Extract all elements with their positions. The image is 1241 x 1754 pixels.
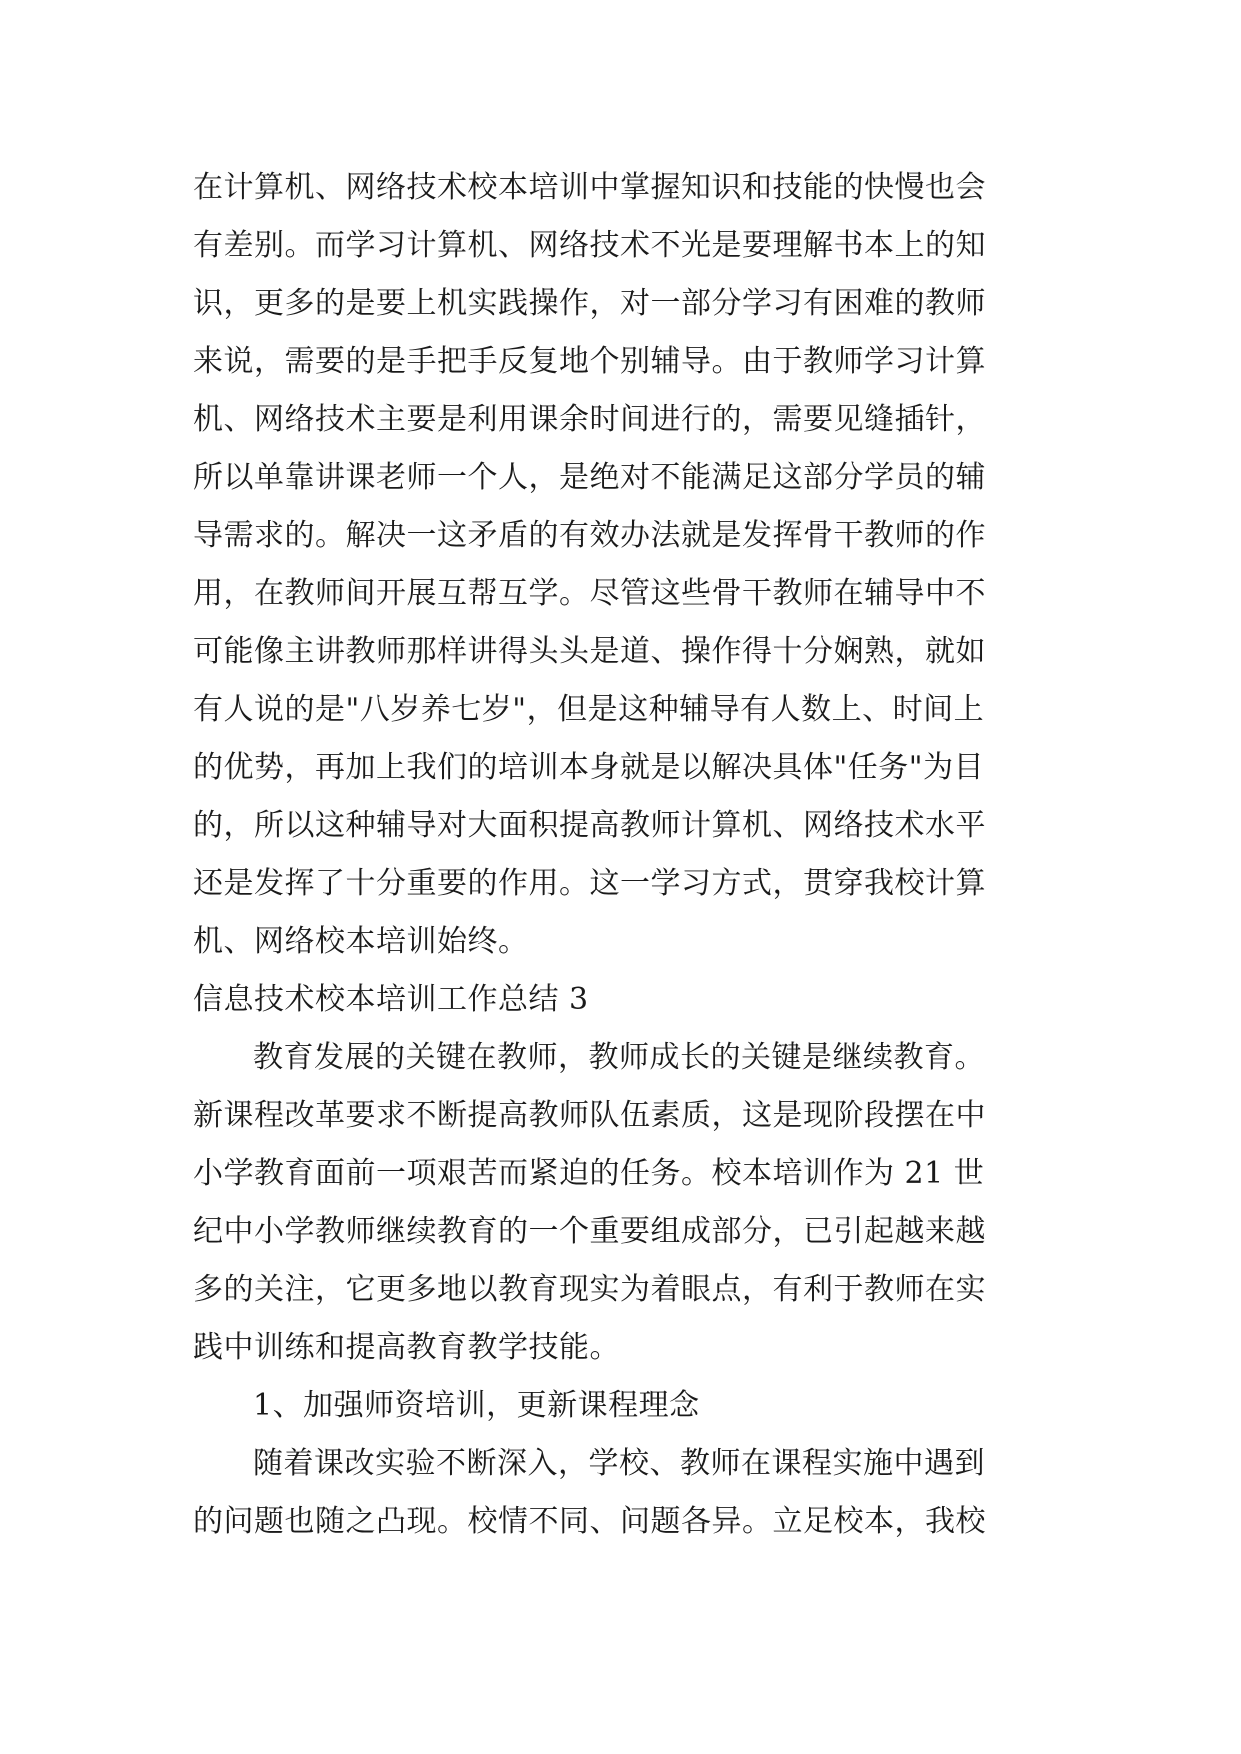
- paragraph-line: 所以单靠讲课老师一个人，是绝对不能满足这部分学员的辅: [193, 460, 986, 495]
- paragraph-line: 可能像主讲教师那样讲得头头是道、操作得十分娴熟，就如: [193, 634, 986, 669]
- paragraph-line: 多的关注，它更多地以教育现实为着眼点，有利于教师在实: [193, 1272, 986, 1307]
- paragraph-line: 用，在教师间开展互帮互学。尽管这些骨干教师在辅导中不: [193, 576, 986, 611]
- paragraph-line: 纪中小学教师继续教育的一个重要组成部分，已引起越来越: [193, 1214, 986, 1249]
- paragraph-line: 在计算机、网络技术校本培训中掌握知识和技能的快慢也会: [193, 170, 986, 205]
- paragraph-line: 还是发挥了十分重要的作用。这一学习方式，贯穿我校计算: [193, 866, 986, 901]
- paragraph-line: 机、网络技术主要是利用课余时间进行的，需要见缝插针，: [193, 402, 986, 437]
- paragraph-line: 识，更多的是要上机实践操作，对一部分学习有困难的教师: [193, 286, 986, 321]
- section-title: 信息技术校本培训工作总结 3: [193, 982, 589, 1017]
- paragraph-line: 机、网络校本培训始终。: [193, 924, 529, 959]
- paragraph-line: 践中训练和提高教育教学技能。: [193, 1330, 620, 1365]
- paragraph-line: 的，所以这种辅导对大面积提高教师计算机、网络技术水平: [193, 808, 986, 843]
- paragraph-line: 小学教育面前一项艰苦而紧迫的任务。校本培训作为 21 世: [193, 1156, 985, 1191]
- paragraph-line: 新课程改革要求不断提高教师队伍素质，这是现阶段摆在中: [193, 1098, 986, 1133]
- paragraph-line: 有人说的是"八岁养七岁"，但是这种辅导有人数上、时间上: [193, 692, 985, 727]
- paragraph-line: 导需求的。解决一这矛盾的有效办法就是发挥骨干教师的作: [193, 518, 986, 553]
- subsection-heading: 1、加强师资培训，更新课程理念: [253, 1388, 700, 1423]
- paragraph-line: 有差别。而学习计算机、网络技术不光是要理解书本上的知: [193, 228, 986, 263]
- paragraph-line: 教育发展的关键在教师，教师成长的关键是继续教育。: [253, 1040, 985, 1075]
- paragraph-line: 随着课改实验不断深入，学校、教师在课程实施中遇到: [253, 1446, 985, 1481]
- paragraph-line: 的问题也随之凸现。校情不同、问题各异。立足校本，我校: [193, 1504, 986, 1539]
- paragraph-line: 的优势，再加上我们的培训本身就是以解决具体"任务"为目: [193, 750, 985, 785]
- paragraph-line: 来说，需要的是手把手反复地个别辅导。由于教师学习计算: [193, 344, 986, 379]
